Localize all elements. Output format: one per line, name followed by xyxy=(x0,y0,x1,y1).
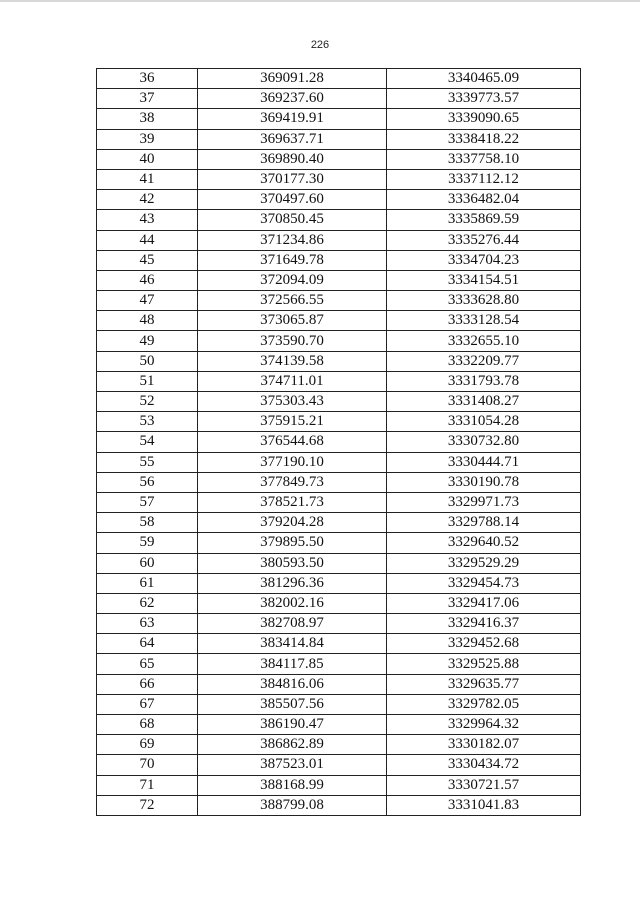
x-coordinate-cell: 379204.28 xyxy=(198,513,387,533)
table-row xyxy=(97,351,581,371)
table-row xyxy=(97,230,581,250)
y-coordinate-cell: 3332209.77 xyxy=(387,351,581,371)
x-coordinate-cell: 369637.71 xyxy=(198,129,387,149)
y-coordinate-cell: 3331793.78 xyxy=(387,371,581,391)
x-coordinate-cell: 373590.70 xyxy=(198,331,387,351)
x-coordinate-cell: 372566.55 xyxy=(198,291,387,311)
table-row xyxy=(97,169,581,189)
table-row xyxy=(97,573,581,593)
x-coordinate-cell: 384117.85 xyxy=(198,654,387,674)
point-number-cell: 72 xyxy=(97,795,198,815)
point-number-cell: 48 xyxy=(97,311,198,331)
y-coordinate-cell: 3329964.32 xyxy=(387,715,581,735)
table-row xyxy=(97,795,581,815)
x-coordinate-cell: 374711.01 xyxy=(198,371,387,391)
y-coordinate-cell: 3330444.71 xyxy=(387,452,581,472)
table-row xyxy=(97,250,581,270)
y-coordinate-cell: 3339773.57 xyxy=(387,89,581,109)
y-coordinate-cell: 3331408.27 xyxy=(387,392,581,412)
table-row xyxy=(97,593,581,613)
x-coordinate-cell: 370497.60 xyxy=(198,190,387,210)
y-coordinate-cell: 3329782.05 xyxy=(387,694,581,714)
point-number-cell: 37 xyxy=(97,89,198,109)
x-coordinate-cell: 381296.36 xyxy=(198,573,387,593)
x-coordinate-cell: 369091.28 xyxy=(198,69,387,89)
table-row xyxy=(97,69,581,89)
y-coordinate-cell: 3330190.78 xyxy=(387,472,581,492)
table-row xyxy=(97,634,581,654)
point-number-cell: 50 xyxy=(97,351,198,371)
table-row xyxy=(97,452,581,472)
y-coordinate-cell: 3331041.83 xyxy=(387,795,581,815)
y-coordinate-cell: 3338418.22 xyxy=(387,129,581,149)
y-coordinate-cell: 3334704.23 xyxy=(387,250,581,270)
x-coordinate-cell: 371649.78 xyxy=(198,250,387,270)
y-coordinate-cell: 3330434.72 xyxy=(387,755,581,775)
point-number-cell: 68 xyxy=(97,715,198,735)
x-coordinate-cell: 388168.99 xyxy=(198,775,387,795)
x-coordinate-cell: 380593.50 xyxy=(198,553,387,573)
point-number-cell: 62 xyxy=(97,593,198,613)
x-coordinate-cell: 386862.89 xyxy=(198,735,387,755)
table-row xyxy=(97,412,581,432)
table-row xyxy=(97,553,581,573)
table-row xyxy=(97,715,581,735)
table-row xyxy=(97,89,581,109)
point-number-cell: 60 xyxy=(97,553,198,573)
table-row xyxy=(97,291,581,311)
x-coordinate-cell: 377849.73 xyxy=(198,472,387,492)
coordinate-table-body xyxy=(97,69,581,816)
table-row xyxy=(97,472,581,492)
point-number-cell: 36 xyxy=(97,69,198,89)
point-number-cell: 58 xyxy=(97,513,198,533)
y-coordinate-cell: 3335869.59 xyxy=(387,210,581,230)
point-number-cell: 64 xyxy=(97,634,198,654)
point-number-cell: 70 xyxy=(97,755,198,775)
x-coordinate-cell: 369237.60 xyxy=(198,89,387,109)
table-row xyxy=(97,775,581,795)
x-coordinate-cell: 382708.97 xyxy=(198,614,387,634)
y-coordinate-cell: 3333128.54 xyxy=(387,311,581,331)
table-row xyxy=(97,694,581,714)
y-coordinate-cell: 3329635.77 xyxy=(387,674,581,694)
point-number-cell: 66 xyxy=(97,674,198,694)
x-coordinate-cell: 375303.43 xyxy=(198,392,387,412)
point-number-cell: 59 xyxy=(97,533,198,553)
point-number-cell: 51 xyxy=(97,371,198,391)
point-number-cell: 39 xyxy=(97,129,198,149)
table-row xyxy=(97,190,581,210)
point-number-cell: 43 xyxy=(97,210,198,230)
point-number-cell: 41 xyxy=(97,169,198,189)
x-coordinate-cell: 379895.50 xyxy=(198,533,387,553)
y-coordinate-cell: 3336482.04 xyxy=(387,190,581,210)
y-coordinate-cell: 3329525.88 xyxy=(387,654,581,674)
x-coordinate-cell: 386190.47 xyxy=(198,715,387,735)
x-coordinate-cell: 375915.21 xyxy=(198,412,387,432)
coordinate-table-container xyxy=(96,68,580,816)
point-number-cell: 38 xyxy=(97,109,198,129)
y-coordinate-cell: 3337758.10 xyxy=(387,149,581,169)
table-row xyxy=(97,432,581,452)
point-number-cell: 47 xyxy=(97,291,198,311)
point-number-cell: 65 xyxy=(97,654,198,674)
x-coordinate-cell: 377190.10 xyxy=(198,452,387,472)
y-coordinate-cell: 3339090.65 xyxy=(387,109,581,129)
y-coordinate-cell: 3340465.09 xyxy=(387,69,581,89)
y-coordinate-cell: 3329640.52 xyxy=(387,533,581,553)
x-coordinate-cell: 370177.30 xyxy=(198,169,387,189)
point-number-cell: 45 xyxy=(97,250,198,270)
y-coordinate-cell: 3330732.80 xyxy=(387,432,581,452)
point-number-cell: 40 xyxy=(97,149,198,169)
table-row xyxy=(97,270,581,290)
y-coordinate-cell: 3329454.73 xyxy=(387,573,581,593)
x-coordinate-cell: 372094.09 xyxy=(198,270,387,290)
point-number-cell: 49 xyxy=(97,331,198,351)
table-row xyxy=(97,331,581,351)
point-number-cell: 67 xyxy=(97,694,198,714)
point-number-cell: 63 xyxy=(97,614,198,634)
point-number-cell: 69 xyxy=(97,735,198,755)
point-number-cell: 52 xyxy=(97,392,198,412)
y-coordinate-cell: 3329417.06 xyxy=(387,593,581,613)
point-number-cell: 55 xyxy=(97,452,198,472)
coordinate-table xyxy=(96,68,581,816)
y-coordinate-cell: 3329529.29 xyxy=(387,553,581,573)
y-coordinate-cell: 3335276.44 xyxy=(387,230,581,250)
point-number-cell: 56 xyxy=(97,472,198,492)
y-coordinate-cell: 3332655.10 xyxy=(387,331,581,351)
page-number: 226 xyxy=(310,39,330,51)
x-coordinate-cell: 370850.45 xyxy=(198,210,387,230)
y-coordinate-cell: 3330721.57 xyxy=(387,775,581,795)
table-row xyxy=(97,755,581,775)
y-coordinate-cell: 3330182.07 xyxy=(387,735,581,755)
table-row xyxy=(97,392,581,412)
y-coordinate-cell: 3329788.14 xyxy=(387,513,581,533)
x-coordinate-cell: 388799.08 xyxy=(198,795,387,815)
point-number-cell: 71 xyxy=(97,775,198,795)
y-coordinate-cell: 3337112.12 xyxy=(387,169,581,189)
y-coordinate-cell: 3334154.51 xyxy=(387,270,581,290)
table-row xyxy=(97,129,581,149)
point-number-cell: 42 xyxy=(97,190,198,210)
x-coordinate-cell: 384816.06 xyxy=(198,674,387,694)
table-row xyxy=(97,735,581,755)
table-row xyxy=(97,614,581,634)
point-number-cell: 57 xyxy=(97,492,198,512)
table-row xyxy=(97,109,581,129)
table-row xyxy=(97,492,581,512)
table-row xyxy=(97,674,581,694)
table-row xyxy=(97,149,581,169)
scan-edge xyxy=(0,0,640,2)
point-number-cell: 44 xyxy=(97,230,198,250)
table-row xyxy=(97,654,581,674)
x-coordinate-cell: 374139.58 xyxy=(198,351,387,371)
table-row xyxy=(97,513,581,533)
x-coordinate-cell: 383414.84 xyxy=(198,634,387,654)
table-row xyxy=(97,311,581,331)
point-number-cell: 61 xyxy=(97,573,198,593)
x-coordinate-cell: 378521.73 xyxy=(198,492,387,512)
y-coordinate-cell: 3331054.28 xyxy=(387,412,581,432)
x-coordinate-cell: 373065.87 xyxy=(198,311,387,331)
x-coordinate-cell: 387523.01 xyxy=(198,755,387,775)
x-coordinate-cell: 369419.91 xyxy=(198,109,387,129)
y-coordinate-cell: 3329971.73 xyxy=(387,492,581,512)
point-number-cell: 54 xyxy=(97,432,198,452)
x-coordinate-cell: 382002.16 xyxy=(198,593,387,613)
table-row xyxy=(97,533,581,553)
x-coordinate-cell: 371234.86 xyxy=(198,230,387,250)
x-coordinate-cell: 385507.56 xyxy=(198,694,387,714)
y-coordinate-cell: 3333628.80 xyxy=(387,291,581,311)
point-number-cell: 53 xyxy=(97,412,198,432)
x-coordinate-cell: 369890.40 xyxy=(198,149,387,169)
table-row xyxy=(97,371,581,391)
y-coordinate-cell: 3329452.68 xyxy=(387,634,581,654)
table-row xyxy=(97,210,581,230)
x-coordinate-cell: 376544.68 xyxy=(198,432,387,452)
point-number-cell: 46 xyxy=(97,270,198,290)
y-coordinate-cell: 3329416.37 xyxy=(387,614,581,634)
